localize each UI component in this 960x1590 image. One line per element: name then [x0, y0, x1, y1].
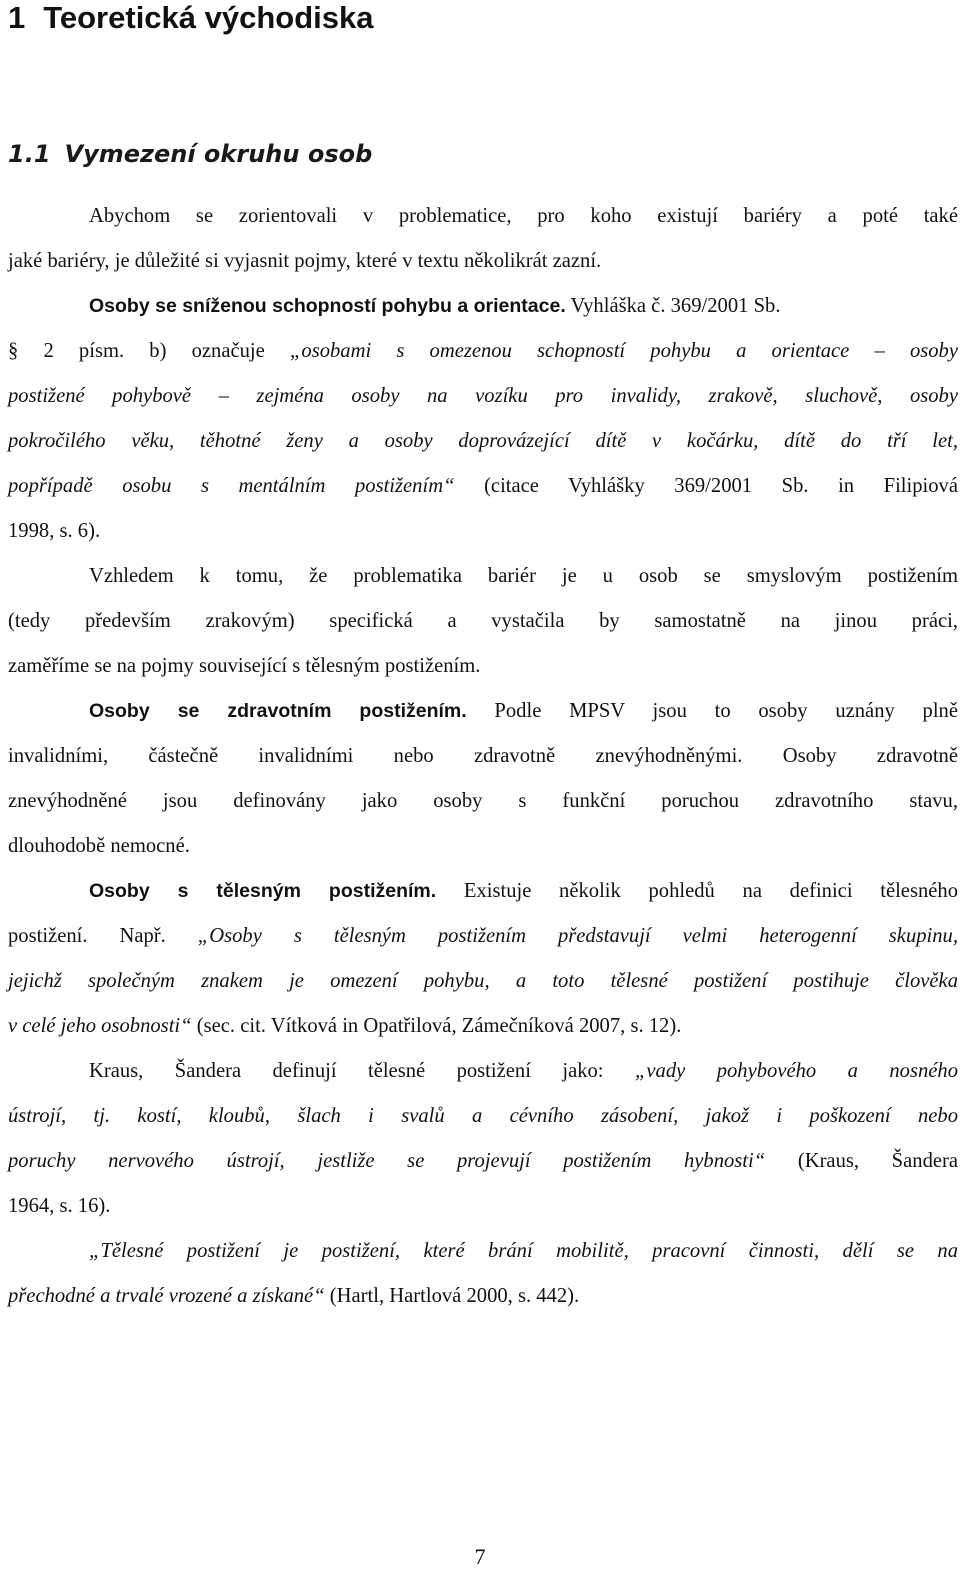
text-line: 1998, s. 6).: [8, 520, 101, 542]
text-line: jaké bariéry, je důležité si vyjasnit pojmy, které v textu několikrát zazní.: [8, 250, 602, 272]
chapter-number: 1: [8, 0, 26, 35]
section-heading: [8, 138, 372, 170]
quote: „Osoby s tělesným postižením představují velmi heterogenní skupinu,: [197, 925, 958, 947]
quote: ústrojí, tj. kostí, kloubů, šlach i svalů a cévního zásobení, jakož i poškození nebo: [8, 1105, 958, 1127]
text-line: 1964, s. 16).: [8, 1195, 111, 1217]
text-line: [8, 959, 958, 1004]
quote: přechodné a trvalé vrozené a získané“: [8, 1285, 325, 1307]
text-line: postižení. Např. „Osoby s tělesným postižením představují velmi heterogenní skupinu,: [8, 925, 958, 947]
citation: (Hartl, Hartlová 2000, s. 442).: [324, 1285, 580, 1307]
term-reduced-mobility: Osoby se sníženou schopností pohybu a orientace.: [89, 295, 566, 317]
text-line: Abychom se zorientovali v problematice, pro koho existují bariéry a poté také: [89, 205, 958, 227]
quote: „vady pohybového a nosného: [634, 1060, 958, 1082]
text-line: [8, 1274, 958, 1319]
text-line: [8, 1139, 958, 1184]
paragraph-physical-disability: [8, 869, 958, 1049]
quote: v celé jeho osobnosti“: [8, 1015, 192, 1037]
quote: jejichž společným znakem je omezení pohybu, a toto tělesné postižení postihuje člověka: [8, 970, 958, 992]
text-line: Kraus, Šandera definují tělesné postižení jako: „vady pohybového a nosného: [89, 1060, 958, 1082]
paragraph-intro: [8, 194, 958, 284]
chapter-heading: [8, 0, 374, 36]
page-number: 7: [474, 1544, 486, 1569]
text-line: [8, 1094, 958, 1139]
text-line: [8, 419, 958, 464]
text-line: Osoby s tělesným postižením. Existuje několik pohledů na definici tělesného: [89, 880, 958, 902]
text-line: Osoby se sníženou schopností pohybu a orientace. Vyhláška č. 369/2001 Sb.: [89, 295, 781, 317]
text-line: dlouhodobě nemocné.: [8, 835, 190, 857]
text-line: zaměříme se na pojmy související s tělesným postižením.: [8, 655, 481, 677]
text-line: invalidními, částečně invalidními nebo zdravotně znevýhodněnými. Osoby zdravotně: [8, 745, 958, 767]
paragraph-reduced-mobility: [8, 284, 958, 554]
quote: „Tělesné postižení je postižení, které brání mobilitě, pracovní činnosti, dělí se na: [89, 1240, 958, 1262]
paragraph-hartl: [8, 1229, 958, 1319]
text-line: (tedy především zrakovým) specifická a vystačila by samostatně na jinou práci,: [8, 610, 958, 632]
text-line: znevýhodněné jsou definovány jako osoby s funkční poruchou zdravotního stavu,: [8, 790, 958, 812]
citation: (citace Vyhlášky 369/2001 Sb. in Filipiová: [454, 475, 958, 497]
paragraph-health-disability: [8, 689, 958, 869]
term-health-disability: Osoby se zdravotním postižením.: [89, 700, 467, 722]
text-line: [8, 1004, 958, 1049]
quote: popřípadě osobu s mentálním postižením“: [8, 475, 455, 497]
quote: postižené pohybově – zejména osoby na vozíku pro invalidy, zrakově, sluchově, osoby: [8, 385, 958, 407]
paragraph-sensory: [8, 554, 958, 689]
section-title: Vymezení okruhu osob: [64, 140, 373, 168]
quote: „osobami s omezenou schopností pohybu a orientace – osoby: [289, 340, 958, 362]
term-physical-disability: Osoby s tělesným postižením.: [89, 880, 437, 902]
text-line: [8, 374, 958, 419]
quote: pokročilého věku, těhotné ženy a osoby doprovázející dítě v kočárku, dítě do tří let,: [8, 430, 958, 452]
paragraph-kraus-sandera: [8, 1049, 958, 1229]
citation: (sec. cit. Vítková in Opatřilová, Zámečníková 2007, s. 12).: [191, 1015, 682, 1037]
text-line: § 2 písm. b) označuje „osobami s omezenou schopností pohybu a orientace – osoby: [8, 340, 958, 362]
body-text: [8, 194, 958, 1319]
quote: poruchy nervového ústrojí, jestliže se projevují postižením hybnosti“: [8, 1150, 766, 1172]
citation: (Kraus, Šandera: [765, 1150, 959, 1172]
text-line: Osoby se zdravotním postižením. Podle MPSV jsou to osoby uznány plně: [89, 700, 958, 722]
chapter-title: Teoretická východiska: [43, 0, 374, 35]
section-number: 1.1: [8, 140, 51, 168]
text-line: Vzhledem k tomu, že problematika bariér je u osob se smyslovým postižením: [89, 565, 958, 587]
text-line: [8, 464, 958, 509]
text-line: [8, 1229, 958, 1274]
